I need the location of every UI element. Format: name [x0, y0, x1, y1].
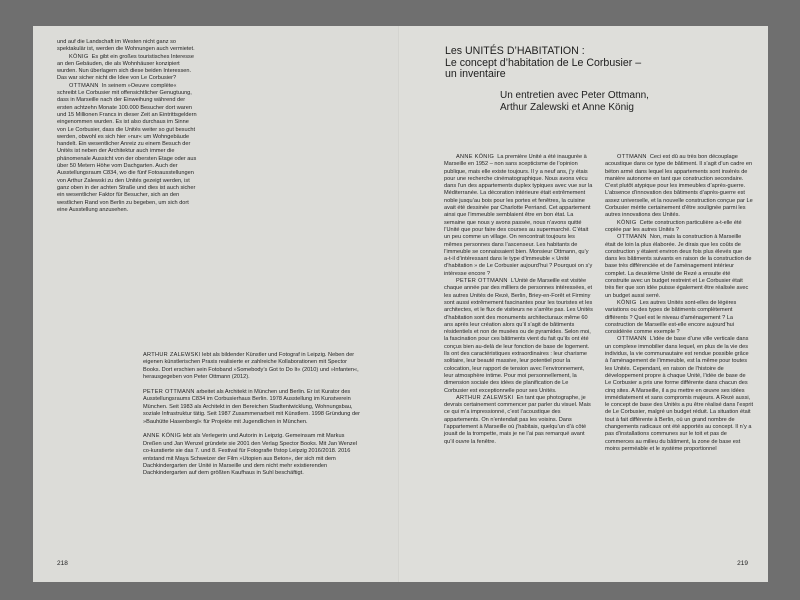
page-number-right: 219 — [737, 560, 748, 567]
subtitle — [500, 90, 695, 114]
speaker-name: OTTMANN — [69, 82, 99, 89]
speaker-name: OTTMANN — [617, 234, 647, 241]
paragraph: OTTMANN Ceci est dû au très bon découplage acoustique dans ce type de bâtiment. Il s’agit d’un cadre en béton armé dans lequel les appartements sont insérés de manière autonome en tant que construction secondaire. C’est plutôt atypique pour les immeubles d’après-guerre. L’absence d’innovation des bâtiments d’après-guerre est assez universelle, et la nouvelle construction conçue par Le Corbusier mérite certainement d’être soulignée parmi les autres innovations des Unités. — [605, 154, 753, 219]
right-page — [400, 26, 768, 582]
right-column-1 — [444, 154, 594, 446]
paragraph: und auf die Landschaft im Westen nicht ganz so spektakulär ist, werden die Wohnungen auch vermietet. — [57, 39, 195, 53]
paragraph: PETER OTTMANN L’Unité de Marseille est visitée chaque année par des milliers de personnes intéressées, et les autres Unités de Rezé, Berlin, Briey-en-Forêt et Firminy sont aussi extrêmement fascinantes pour les touristes et les architectes, et le flux de visiteurs ne s’arrête pas. Les Unités d’habitation sont des monuments architecturaux même 60 ans après leur création alors qu’il s’agit de bâtiments résidentiels et non de musées ou de pyramides. Selon moi, la fascination pour ces bâtiments vient du fait qu’ils ont été conçus bien au-delà de leur fonction de base de logement. Ils ont des caractéristiques extraordinaires : leur charisme solitaire, leur beauté massive, leur potentiel pour la colocation, leur rapport de tension avec l’environnement, leur atmosphère intime. Pour moi personnellement, la dimension sociale des idées de planification de Le Corbusier est exceptionnelle pour ses Unités. — [444, 278, 593, 394]
left-column — [57, 39, 197, 214]
speaker-name: OTTMANN — [617, 336, 647, 343]
article-title-block — [445, 46, 695, 114]
title-line: Le concept d’habitation de Le Corbusier – — [445, 56, 642, 69]
page-number-left: 218 — [57, 560, 68, 567]
right-column-2 — [605, 154, 753, 453]
bio-paragraph: ANNE KÖNIG lebt als Verlegerin und Autorin in Leipzig. Gemeinsam mit Markus Dreßen und Jan Wenzel gründete sie 2001 den Verlag Spector Books. Mit Jan Wenzel co-kuratierte sie das 7. und 8. Festival für Fotografie f/stop Leipzig 2016/2018. 2016 entstand mit Maya Schweizer der Film »Utopien aus Beton«, der sich mit dem Dachkindergarten der Unité in Marseille und dem nicht mehr existierenden Dachkindergarten auf dem größten Kaufhaus in Suhl beschäftigt. — [143, 433, 358, 477]
speaker-name: ANNE KÖNIG — [456, 154, 495, 160]
speaker-name: ARTHUR ZALEWSKI — [456, 394, 514, 401]
subtitle-line: Un entretien avec Peter Ottmann, — [500, 89, 649, 101]
paragraph: OTTMANN Non, mais la construction à Marseille était de loin la plus élaborée. Je dirais que les coûts de construction y étaient environ deux fois plus élevés que dans les bâtiments suivants en raison de la construction de base très différenciée et de l’aménagement intérieur complet. La deuxième Unité de Rezé a ensuite été construite avec un budget restreint et Le Corbusier était très fier que son idée puisse également être réalisée avec un budget aussi serré. — [605, 234, 752, 299]
subtitle-line: Arthur Zalewski et Anne König — [500, 101, 634, 113]
paragraph: OTTMANN In seinem »Oeuvre complète« schreibt Le Corbusier mit offensichtlicher Genugtuung, dass in Marseille nach der Einweihung während der ersten achtzehn Monate 100.000 Besucher dort waren und 15 Millionen Francs in dieser Zeit an Eintrittsgeldern eingenommen wurden. Es ist also durchaus im Sinne von Le Corbusier, dass die Unités weiter so gut besucht werden, obwohl es sich hier »nur« um Wohngebäude handelt. Ein wesentlicher Anreiz zu einem Besuch der Unités ist neben der Architektur auch immer die phänomenale Aussicht von der obersten Etage oder aus über 50 Metern Höhe vom Dachgarten. Auch der Ausstellungsraum C834, wo die fünf Fotoausstellungen von Arthur Zalewski zu den Unités gezeigt werden, ist ganz oben in der achten Straße und dies ist auch sicher ein wesentlicher Faktor für Besucher, sich an den westlichen Rand von Berlin zu begeben, um sich dort eine Ausstellung anzusehen. — [57, 82, 197, 213]
title-line: un inventaire — [445, 68, 506, 80]
title-line: Les UNITÉS D’HABITATION : — [445, 45, 585, 57]
bio-paragraph: PETER OTTMANN arbeitet als Architekt in München und Berlin. Er ist Kurator des Ausstellungsraums C834 im Corbusierhaus Berlin. 1978 Ausstellung im Kunstverein München. Seit 1983 als Architekt in den Bereichen Stadtentwicklung, Wohnungsbau, soziale Infrastruktur tätig. Seit 1987 Zusammenarbeit mit Künstlern. 1998 Gründung der »Bauhütte Hasenbergl« für Projekte mit Jugendlichen in München. — [143, 389, 361, 425]
speaker-name: KÖNIG — [617, 299, 637, 306]
paragraph: KÖNIG Es gibt ein großes touristisches Interesse an den Gebäuden, die als Wohnhäuser konzipiert wurden. Nun überlagern sich diese beiden Interessen. Das war sicher nicht die Idee von Le Corbusier? — [57, 53, 194, 82]
speaker-name: PETER OTTMANN — [456, 278, 508, 285]
bio-column — [143, 352, 363, 478]
paragraph: ARTHUR ZALEWSKI En tant que photographe, je devrais certainement commencer par parler du visuel. Mais ce qui m’a impressionné, c’est l’acoustique des appartements. On n’entendait pas les voisins. Dans l’appartement à Marseille où j’habitais, quelqu’un d’à côté jouait de la trompette, mais je ne l’ai pas remarqué avant qu’il ouvre la fenêtre. — [444, 394, 591, 445]
speaker-name: OTTMANN — [617, 154, 647, 160]
bio-name: PETER OTTMANN — [143, 389, 195, 396]
speaker-name: KÖNIG — [617, 219, 637, 226]
speaker-name: KÖNIG — [69, 53, 89, 60]
bio-name: ARTHUR ZALEWSKI — [143, 352, 201, 358]
bio-name: ANNE KÖNIG — [143, 433, 182, 440]
bio-paragraph: ARTHUR ZALEWSKI lebt als bildender Künstler und Fotograf in Leipzig. Neben der eigenen künstlerischen Praxis realisierte er zahlreiche Kollaborationen mit Spector Books. Dort erschien sein Fotoband »Somebody’s Got to Do It« (2010) und »Infanten«, herausgegeben von Peter Ottmann (2012). — [143, 352, 359, 381]
paragraph: ANNE KÖNIG La première Unité a été inaugurée à Marseille en 1952 – non sans scepticisme de l’opinion publique, mais elle existe toujours. Il y a neuf ans, j’y étais pour une recherche cinématographique. Nous avons vécu dans l’un des appartements duplex typiques avec vue sur la Méditerranée. La décoration intérieure était extrêmement noble jusqu’au bois pour les portes et fenêtres, la cuisine avait été dessinée par Charlotte Perriand. Cet appartement ainsi que l’immeuble semblaient être en bon état. La semaine que nous y avons passée, nous n’avons quitté l’Unité que pour faire des courses au supermarché. C’était un peu comme un village. On rencontrait toujours les mêmes personnes dans l’ascenseur. Les habitants de l’immeuble se connaissaient bien. Monsieur Ottmann, qu’y a-t-il d’intéressant dans le type d’immeuble « Unité d’habitation » de Le Corbusier aujourd’hui ? Pourquoi on s’y intéresse encore ? — [444, 154, 593, 277]
paragraph: OTTMANN L’idée de base d’une ville verticale dans un complexe immobilier dans lequel, en plus de la vie des individus, la vie communautaire est rendue possible grâce à l’aménagement de l’immeuble, est la même pour toutes les Unités. Cependant, en raison de l’histoire de développement propre à chaque Unité, l’idée de base de Le Corbusier a pris une forme différente dans chacun des cinq sites. A Marseille, il a pu mettre en œuvre ses idées immédiatement et sans compromis majeurs. A Rezé aussi, le concept de base des Unités a pu être réalisé dans l’esprit de Le Corbusier, malgré un budget réduit. La situation était tout à fait différente à Berlin, où un grand nombre de changements radicaux ont été apportés au concept. Il n’y a pas d’installations communes sur le toit et pas de commerces au milieu du bâtiment, la zone de base est moins perméable et le système proportionnel — [605, 336, 754, 452]
left-page — [33, 26, 400, 582]
paragraph: KÖNIG Cette construction particulière a-t-elle été copiée par les autres Unités ? — [605, 219, 742, 233]
paragraph: KÖNIG Les autres Unités sont-elles de légères variations ou des types de bâtiments complètement différents ? Quel est le niveau d’aménagement ? La construction de Marseille est-elle encore aujourd’hui considérée comme exemple ? — [605, 299, 737, 336]
